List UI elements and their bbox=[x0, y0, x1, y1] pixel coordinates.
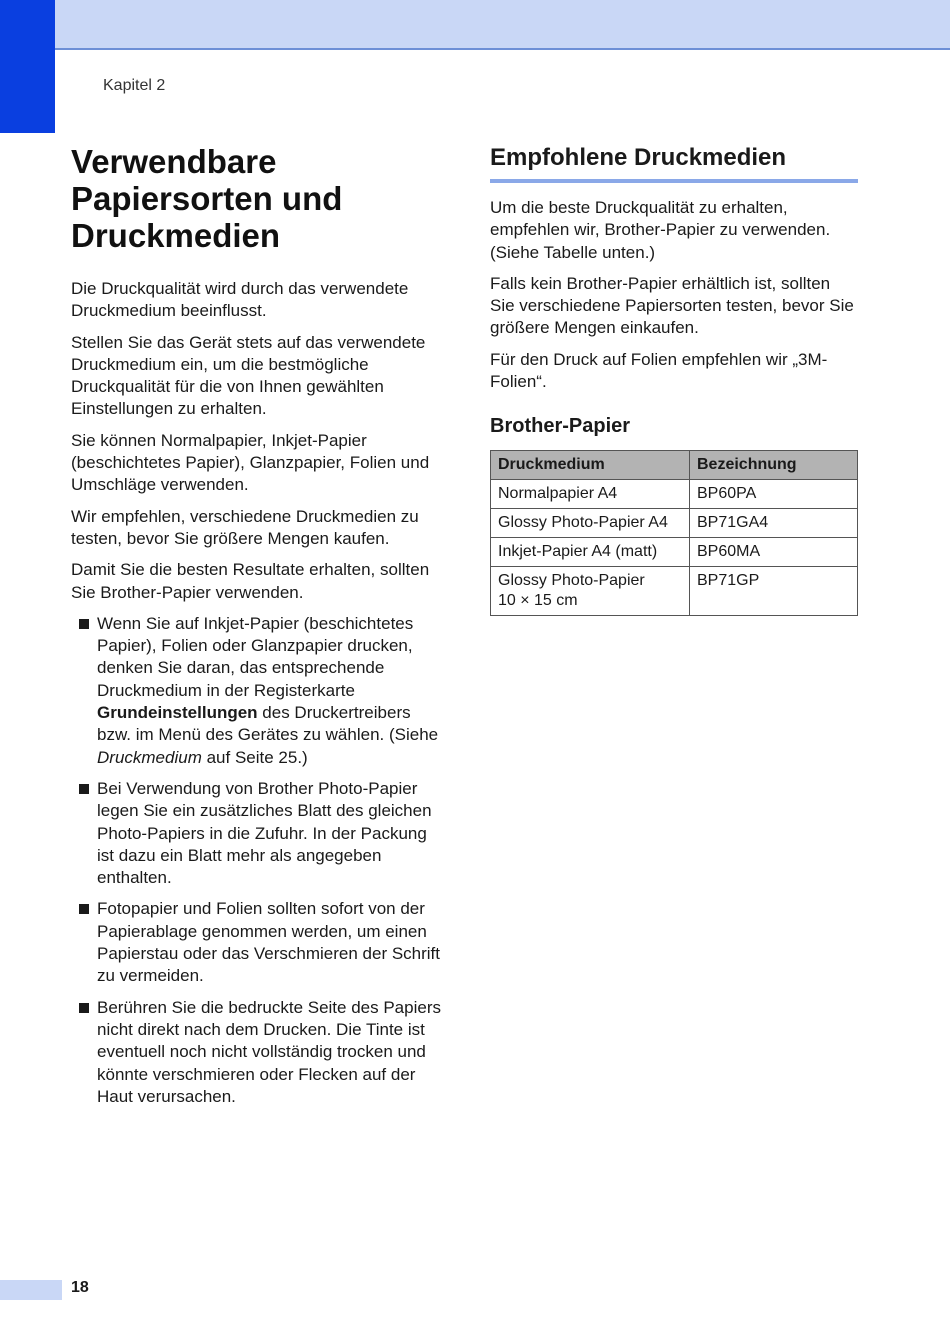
subsection-heading: Brother-Papier bbox=[490, 415, 631, 438]
note-list bbox=[71, 613, 443, 1108]
table-cell: BP71GA4 bbox=[690, 509, 858, 538]
square-bullet-icon bbox=[79, 619, 89, 629]
square-bullet-icon bbox=[79, 784, 89, 794]
cell-line: 10 × 15 cm bbox=[498, 592, 578, 610]
bullet-text: Wenn Sie auf Inkjet-Papier (beschichtetes Papier), Folien oder Glanzpapier drucken, denken Sie daran, das entsprechende Druckmedium in der Registerkarte bbox=[97, 613, 414, 700]
header-band bbox=[0, 0, 950, 50]
cross-reference: Druckmedium bbox=[97, 747, 202, 767]
list-item bbox=[71, 778, 443, 889]
table-cell bbox=[491, 567, 690, 616]
paragraph: Für den Druck auf Folien empfehlen wir „3M-Folien“. bbox=[490, 349, 828, 392]
table-row bbox=[491, 538, 858, 567]
table-row bbox=[491, 509, 858, 538]
paragraph: Falls kein Brother-Papier erhältlich ist, sollten Sie verschiedene Papiersorten testen, bevor Sie größere Mengen einkaufen. bbox=[490, 273, 854, 338]
square-bullet-icon bbox=[79, 904, 89, 914]
table-row bbox=[491, 480, 858, 509]
list-item bbox=[71, 613, 443, 769]
table-cell: Inkjet-Papier A4 (matt) bbox=[491, 538, 690, 567]
paper-table bbox=[490, 450, 858, 616]
section-heading: Empfohlene Druckmedien bbox=[490, 143, 858, 183]
paragraph: Um die beste Druckqualität zu erhalten, empfehlen wir, Brother-Papier zu verwenden. (Siehe Tabelle unten.) bbox=[490, 198, 831, 262]
page-title bbox=[71, 143, 443, 254]
chapter-tab-marker bbox=[0, 0, 55, 133]
bullet-text: des Druckertreibers bzw. im Menü des Gerätes zu wählen. (Siehe bbox=[97, 703, 439, 745]
list-item bbox=[71, 997, 443, 1108]
cell-line: Glossy Photo-Papier bbox=[498, 572, 645, 590]
bullet-text: auf Seite 25.) bbox=[201, 747, 308, 767]
table-header-row bbox=[491, 451, 858, 480]
footer-band bbox=[0, 1280, 62, 1300]
bullet-bold-term: Grundeinstellungen bbox=[97, 703, 258, 723]
table-cell: Glossy Photo-Papier A4 bbox=[491, 509, 690, 538]
table-cell: BP71GP bbox=[690, 567, 858, 616]
table-cell: BP60MA bbox=[690, 538, 858, 567]
paragraph: Damit Sie die besten Resultate erhalten, sollten Sie Brother-Papier verwenden. bbox=[71, 560, 430, 602]
paragraph: Wir empfehlen, verschiedene Druckmedien zu testen, bevor Sie größere Mengen kaufen. bbox=[71, 506, 419, 548]
list-item bbox=[71, 898, 443, 987]
title-line-1: Verwendbare bbox=[71, 143, 277, 180]
title-line-3: Druckmedien bbox=[71, 217, 281, 254]
left-column bbox=[71, 143, 443, 1117]
page-number: 18 bbox=[71, 1279, 89, 1296]
table-cell: Normalpapier A4 bbox=[491, 480, 690, 509]
column-header-code: Bezeichnung bbox=[690, 451, 858, 480]
column-header-medium: Druckmedium bbox=[491, 451, 690, 480]
bullet-text: Fotopapier und Folien sollten sofort von der Papierablage genommen werden, um einen Papierstau oder das Verschmieren der Schrift zu vermeiden. bbox=[97, 899, 441, 986]
paragraph: Sie können Normalpapier, Inkjet-Papier (beschichtetes Papier), Glanzpapier, Folien und Umschläge verwenden. bbox=[71, 430, 430, 495]
bullet-text: Bei Verwendung von Brother Photo-Papier legen Sie ein zusätzliches Blatt des gleichen Photo-Papiers in die Zufuhr. In der Packung ist dazu ein Blatt mehr als angegeben enthalten. bbox=[97, 778, 432, 888]
title-line-2: Papiersorten und bbox=[71, 180, 343, 217]
chapter-label: Kapitel 2 bbox=[103, 77, 166, 94]
square-bullet-icon bbox=[79, 1003, 89, 1013]
right-column bbox=[490, 143, 858, 616]
paragraph: Die Druckqualität wird durch das verwendete Druckmedium beeinflusst. bbox=[71, 279, 409, 321]
table-row bbox=[491, 567, 858, 616]
table-cell: BP60PA bbox=[690, 480, 858, 509]
bullet-text: Berühren Sie die bedruckte Seite des Papiers nicht direkt nach dem Drucken. Die Tinte ist eventuell noch nicht vollständig trocken und könnte verschmieren oder Flecken auf der Haut verursachen. bbox=[97, 997, 441, 1106]
paragraph: Stellen Sie das Gerät stets auf das verwendete Druckmedium ein, um die bestmögliche Druckqualität für die von Ihnen gewählten Einstellungen zu erhalten. bbox=[71, 332, 426, 419]
